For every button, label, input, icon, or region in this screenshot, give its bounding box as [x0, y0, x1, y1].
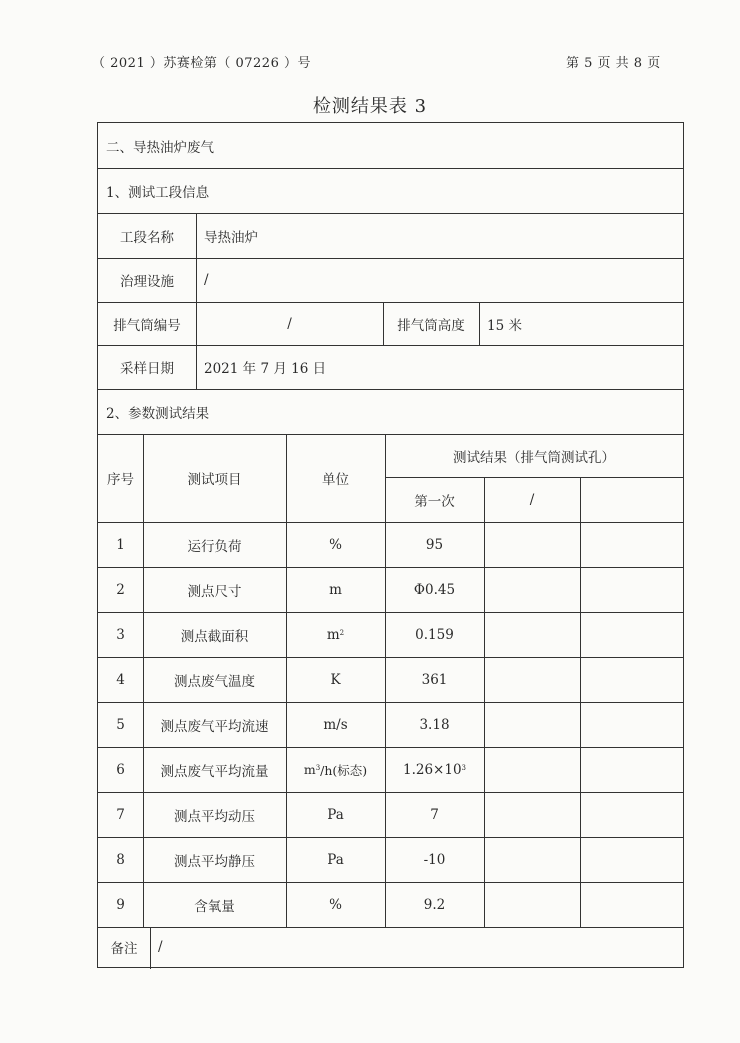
- col-header-no: 序号: [107, 472, 134, 488]
- stack-height-label: 排气筒高度: [397, 317, 465, 334]
- stack-number-value: /: [287, 315, 292, 332]
- row-value: -10: [423, 851, 446, 868]
- row-no: 1: [116, 536, 125, 553]
- row-unit: K: [330, 671, 341, 688]
- row-unit: %: [329, 896, 342, 913]
- col-header-result: 测试结果（排气筒测试孔）: [453, 449, 615, 466]
- section-parameter-results: 2、参数测试结果: [106, 405, 210, 422]
- section-process-info: 1、测试工段信息: [106, 184, 210, 201]
- unit-base: m: [326, 626, 340, 643]
- stack-height-value: 15 米: [487, 317, 522, 334]
- sub-header-first: 第一次: [414, 493, 455, 510]
- unit-superscript: 2: [339, 628, 345, 637]
- row-item: 测点废气平均流速: [160, 718, 269, 735]
- stack-number-label: 排气筒编号: [113, 317, 181, 334]
- page-info: 第 5 页 共 8 页: [566, 56, 661, 71]
- row-unit: m/s: [323, 716, 348, 733]
- process-name-value: 导热油炉: [204, 229, 258, 246]
- row-item: 运行负荷: [187, 538, 242, 555]
- row-unit: Pa: [327, 851, 344, 868]
- section-exhaust-title: 二、导热油炉废气: [106, 139, 214, 156]
- value-base: 1.26×10: [402, 761, 462, 778]
- row-value: 3.18: [419, 716, 450, 733]
- row-item: 测点截面积: [180, 628, 249, 645]
- process-name-label: 工段名称: [120, 229, 174, 246]
- row-item: 含氧量: [194, 898, 235, 915]
- row-no: 2: [116, 581, 125, 598]
- row-unit: [286, 612, 385, 657]
- row-item: 测点尺寸: [187, 583, 242, 600]
- row-value: [385, 747, 484, 792]
- unit-tail: /h(标态): [320, 762, 368, 778]
- row-value: 0.159: [415, 626, 454, 643]
- sub-header-third: [580, 477, 683, 522]
- sampling-date-value: 2021 年 7 月 16 日: [204, 361, 327, 377]
- row-value: 95: [425, 536, 444, 553]
- result-table: [97, 122, 684, 968]
- row-no: 4: [116, 671, 125, 688]
- treatment-value: /: [204, 272, 209, 288]
- row-value: 7: [430, 806, 439, 823]
- row-no: 9: [116, 896, 125, 913]
- unit-superscript: 3: [315, 763, 321, 772]
- remarks-label: 备注: [110, 941, 138, 957]
- value-superscript: 3: [461, 763, 467, 772]
- remarks-value: /: [158, 939, 163, 955]
- sub-header-second: /: [529, 491, 535, 508]
- report-number: （ 2021 ）苏赛检第（ 07226 ）号: [92, 56, 311, 71]
- sampling-date-label: 采样日期: [120, 361, 174, 377]
- page-title: 检测结果表 3: [312, 96, 428, 117]
- col-header-unit: 单位: [322, 472, 349, 488]
- row-no: 5: [116, 716, 125, 733]
- row-value: Φ0.45: [413, 581, 456, 598]
- row-unit: %: [329, 536, 342, 553]
- row-unit: Pa: [327, 806, 344, 823]
- col-header-item: 测试项目: [187, 472, 242, 488]
- row-no: 8: [116, 851, 125, 868]
- unit-base: m: [303, 762, 316, 777]
- row-item: 测点废气平均流量: [160, 763, 269, 780]
- row-unit: [286, 747, 385, 792]
- row-unit: m: [329, 581, 342, 598]
- row-item: 测点平均动压: [174, 808, 255, 825]
- row-item: 测点平均静压: [174, 853, 255, 870]
- row-value: 9.2: [423, 896, 446, 913]
- treatment-label: 治理设施: [120, 274, 174, 290]
- row-no: 6: [116, 761, 125, 778]
- row-no: 7: [116, 806, 125, 823]
- row-no: 3: [116, 626, 125, 643]
- row-item: 测点废气温度: [174, 673, 255, 690]
- row-value: 361: [421, 671, 448, 688]
